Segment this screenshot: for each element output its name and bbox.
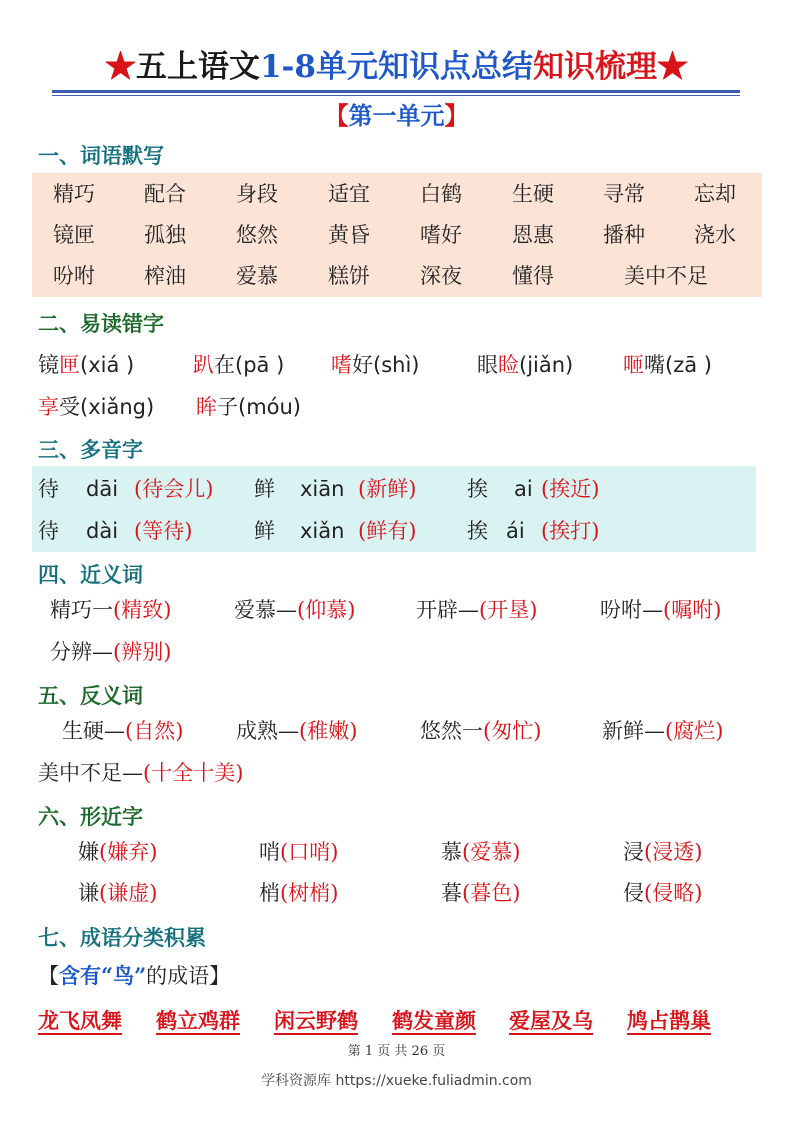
- antonym-pair: 悠然一(匆忙): [420, 719, 542, 743]
- vocab-word: 深夜: [420, 264, 462, 288]
- unit-heading: [0, 98, 793, 134]
- polyphone-char: 挨: [467, 477, 488, 501]
- section-idioms-heading: 七、成语分类积累: [38, 925, 206, 950]
- vocab-word: 精巧: [53, 182, 95, 206]
- polyphone-char: 挨: [467, 519, 488, 543]
- vocab-word: 寻常: [603, 182, 645, 206]
- vocab-word: 恩惠: [512, 223, 554, 247]
- vocab-word: 爱慕: [236, 264, 278, 288]
- synonym-pair: 开辟—(开垦): [416, 598, 538, 622]
- vocab-word: 浇水: [694, 223, 736, 247]
- similar-char-pair: 梢(树梢): [259, 881, 339, 905]
- misread-item: 镜匣(xiá ): [38, 353, 135, 377]
- unit-bracket-open: 【: [324, 101, 349, 130]
- idiom-item: 鹤发童颜: [392, 1008, 476, 1033]
- polyphone-pinyin: dài: [86, 519, 119, 543]
- misread-item: 趴在(pā ): [193, 353, 285, 377]
- antonym-pair: 生硬—(自然): [62, 719, 184, 743]
- polyphone-pinyin: ái: [506, 519, 525, 543]
- polyphone-word: (等待): [134, 519, 193, 543]
- synonym-pair: 分辨—(辨别): [50, 640, 172, 664]
- synonym-pair: 爱慕—(仰慕): [234, 598, 356, 622]
- watermark: 学科资源库 https://xueke.fuliadmin.com: [261, 1073, 532, 1089]
- page-number: 第 1 页 共 26 页: [347, 1044, 446, 1059]
- idiom-item: 闲云野鹤: [274, 1008, 358, 1033]
- unit-bracket-close: 】: [444, 101, 469, 130]
- star-icon: ★: [657, 49, 688, 85]
- vocab-word: 镜匣: [53, 223, 95, 247]
- vocab-word: 身段: [236, 182, 278, 206]
- antonym-pair: 美中不足—(十全十美): [38, 761, 244, 785]
- title-part1: 五上语文: [135, 49, 260, 85]
- antonym-pair: 成熟—(稚嫩): [236, 719, 358, 743]
- polyphone-char: 待: [38, 519, 59, 543]
- vocab-word: 嗜好: [420, 223, 462, 247]
- star-icon: ★: [104, 49, 136, 85]
- section-antonyms-heading: 五、反义词: [38, 683, 143, 708]
- vocab-word: 适宜: [328, 182, 370, 206]
- section-synonyms-heading: 四、近义词: [38, 562, 143, 587]
- title-divider-thin: [52, 95, 740, 96]
- idiom-item: 鸠占鹊巢: [627, 1008, 711, 1033]
- page-title: [0, 44, 793, 90]
- polyphone-word: (鲜有): [358, 519, 417, 543]
- vocab-word: 悠然: [236, 223, 278, 247]
- misread-item: 咂嘴(zā ): [623, 353, 712, 377]
- title-part2: 1-8单元知识点总结: [259, 49, 533, 85]
- vocab-word: 美中不足: [624, 264, 708, 288]
- misread-item: 嗜好(shì): [331, 353, 420, 377]
- misread-item: 享受(xiǎng): [38, 395, 155, 419]
- vocab-word: 糕饼: [328, 264, 370, 288]
- vocab-word: 黄昏: [328, 223, 370, 247]
- vocab-word: 配合: [144, 182, 186, 206]
- polyphone-pinyin: xiǎn: [300, 519, 345, 543]
- section-vocab-heading: 一、词语默写: [38, 143, 164, 168]
- polyphone-word: (挨近): [541, 477, 600, 501]
- title-divider: [52, 90, 740, 93]
- polyphone-pinyin: xiān: [300, 477, 345, 501]
- section-misread-heading: 二、易读错字: [38, 311, 164, 336]
- idiom-category-heading: 【含有“鸟”的成语】: [38, 963, 231, 988]
- polyphone-word: (挨打): [541, 519, 600, 543]
- vocab-word: 懂得: [512, 264, 554, 288]
- vocab-word: 榨油: [144, 264, 186, 288]
- similar-char-pair: 谦(谦虚): [78, 881, 158, 905]
- vocab-word: 忘却: [694, 182, 736, 206]
- similar-char-pair: 侵(侵略): [623, 881, 703, 905]
- vocab-word: 吩咐: [53, 264, 95, 288]
- idiom-item: 龙飞凤舞: [38, 1008, 122, 1033]
- polyphone-char: 鲜: [254, 477, 275, 501]
- synonym-pair: 精巧一(精致): [50, 598, 172, 622]
- similar-char-pair: 暮(暮色): [441, 881, 521, 905]
- similar-char-pair: 嫌(嫌弃): [78, 840, 158, 864]
- vocab-word: 白鹤: [420, 182, 462, 206]
- misread-item: 眼睑(jiǎn): [477, 353, 574, 377]
- vocab-word: 播种: [603, 223, 645, 247]
- antonym-pair: 新鲜—(腐烂): [602, 719, 724, 743]
- similar-char-pair: 哨(口哨): [259, 840, 339, 864]
- polyphone-word: (新鲜): [358, 477, 417, 501]
- section-polyphone-heading: 三、多音字: [38, 437, 143, 462]
- polyphone-char: 鲜: [254, 519, 275, 543]
- idiom-item: 爱屋及乌: [509, 1008, 593, 1033]
- vocab-word: 孤独: [144, 223, 186, 247]
- section-similar-heading: 六、形近字: [38, 804, 143, 829]
- vocab-word: 生硬: [512, 182, 554, 206]
- synonym-pair: 吩咐—(嘱咐): [600, 598, 722, 622]
- misread-item: 眸子(móu): [196, 395, 301, 419]
- polyphone-char: 待: [38, 477, 59, 501]
- title-part3: 知识梳理: [533, 49, 657, 85]
- similar-char-pair: 慕(爱慕): [441, 840, 521, 864]
- polyphone-pinyin: dāi: [86, 477, 119, 501]
- similar-char-pair: 浸(浸透): [623, 840, 703, 864]
- polyphone-pinyin: ai: [514, 477, 533, 501]
- polyphone-word: (待会儿): [134, 477, 214, 501]
- unit-label: 第一单元: [348, 101, 445, 130]
- idiom-item: 鹤立鸡群: [156, 1008, 240, 1033]
